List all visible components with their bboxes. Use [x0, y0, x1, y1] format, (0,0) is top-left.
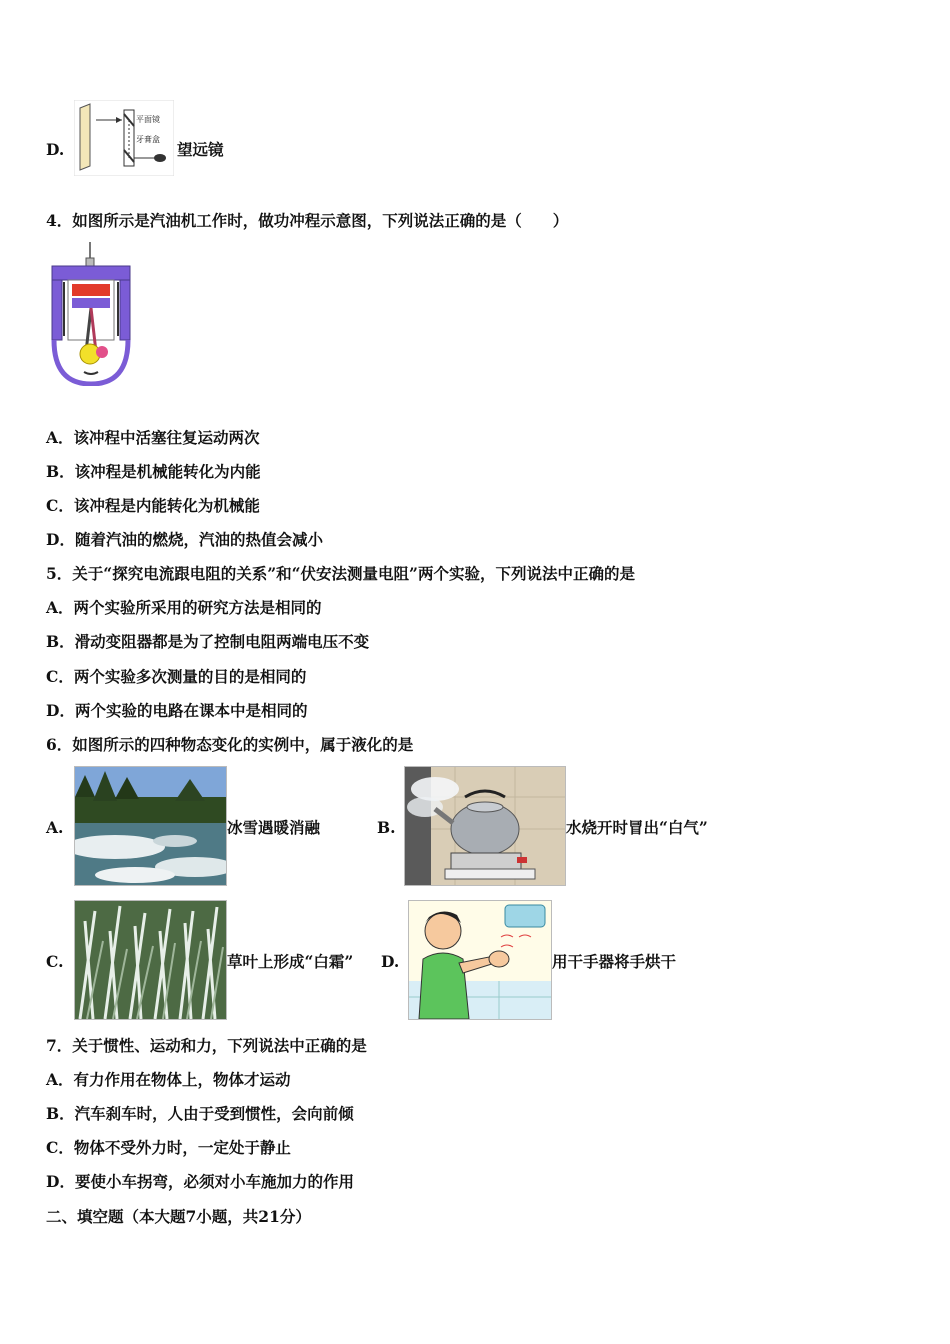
q5-option-c: C．两个实验多次测量的目的是相同的 — [46, 667, 307, 686]
q6-option-b-letter: B. — [377, 818, 396, 837]
section-2-title: 二、填空题（本大题7小题，共21分） — [46, 1207, 311, 1226]
q4-stem: 4．如图所示是汽油机工作时，做功冲程示意图，下列说法正确的是（ ） — [46, 211, 569, 230]
q6-option-d-text: 用干手器将手烘干 — [552, 952, 677, 971]
boiling-kettle-photo — [404, 766, 566, 886]
q6-option-c-text: 草叶上形成“白霜” — [227, 952, 354, 971]
q5-option-d: D．两个实验的电路在课本中是相同的 — [46, 701, 308, 720]
q7-option-c: C．物体不受外力时，一定处于静止 — [46, 1138, 291, 1157]
fig-label-mirror: 平面镜 — [136, 115, 160, 124]
q6-stem: 6．如图所示的四种物态变化的实例中，属于液化的是 — [46, 735, 414, 754]
q5-stem: 5．关于“探究电流跟电阻的关系”和“伏安法测量电阻”两个实验，下列说法中正确的是 — [46, 564, 635, 583]
q7-option-d: D．要使小车拐弯，必须对小车施加力的作用 — [46, 1172, 354, 1191]
q7-stem: 7．关于惯性、运动和力，下列说法中正确的是 — [46, 1036, 367, 1055]
q6-option-d-letter: D. — [381, 952, 400, 971]
engine-figure — [46, 240, 136, 386]
q4-option-a: A．该冲程中活塞往复运动两次 — [46, 428, 260, 447]
hand-dryer-picture — [408, 900, 552, 1020]
q5-option-b: B．滑动变阻器都是为了控制电阻两端电压不变 — [46, 632, 370, 651]
periscope-figure — [74, 100, 174, 176]
frost-grass-photo — [74, 900, 227, 1020]
q3-option-d-text: 望远镜 — [177, 140, 224, 159]
q7-option-a: A．有力作用在物体上，物体才运动 — [46, 1070, 291, 1089]
q6-option-a-text: 冰雪遇暖消融 — [227, 818, 321, 837]
fig-label-box: 牙膏盒 — [136, 135, 160, 144]
q6-option-a-letter: A. — [46, 818, 64, 837]
q4-option-c: C．该冲程是内能转化为机械能 — [46, 496, 260, 515]
melting-snow-photo — [74, 766, 227, 886]
q4-option-b: B．该冲程是机械能转化为内能 — [46, 462, 261, 481]
q4-option-d: D．随着汽油的燃烧，汽油的热值会减小 — [46, 530, 323, 549]
q7-option-b: B．汽车刹车时，人由于受到惯性，会向前倾 — [46, 1104, 354, 1123]
q5-option-a: A．两个实验所采用的研究方法是相同的 — [46, 598, 322, 617]
q6-option-b-text: 水烧开时冒出“白气” — [566, 818, 708, 837]
q6-option-c-letter: C. — [46, 952, 64, 971]
q3-option-d-letter: D. — [46, 140, 65, 159]
